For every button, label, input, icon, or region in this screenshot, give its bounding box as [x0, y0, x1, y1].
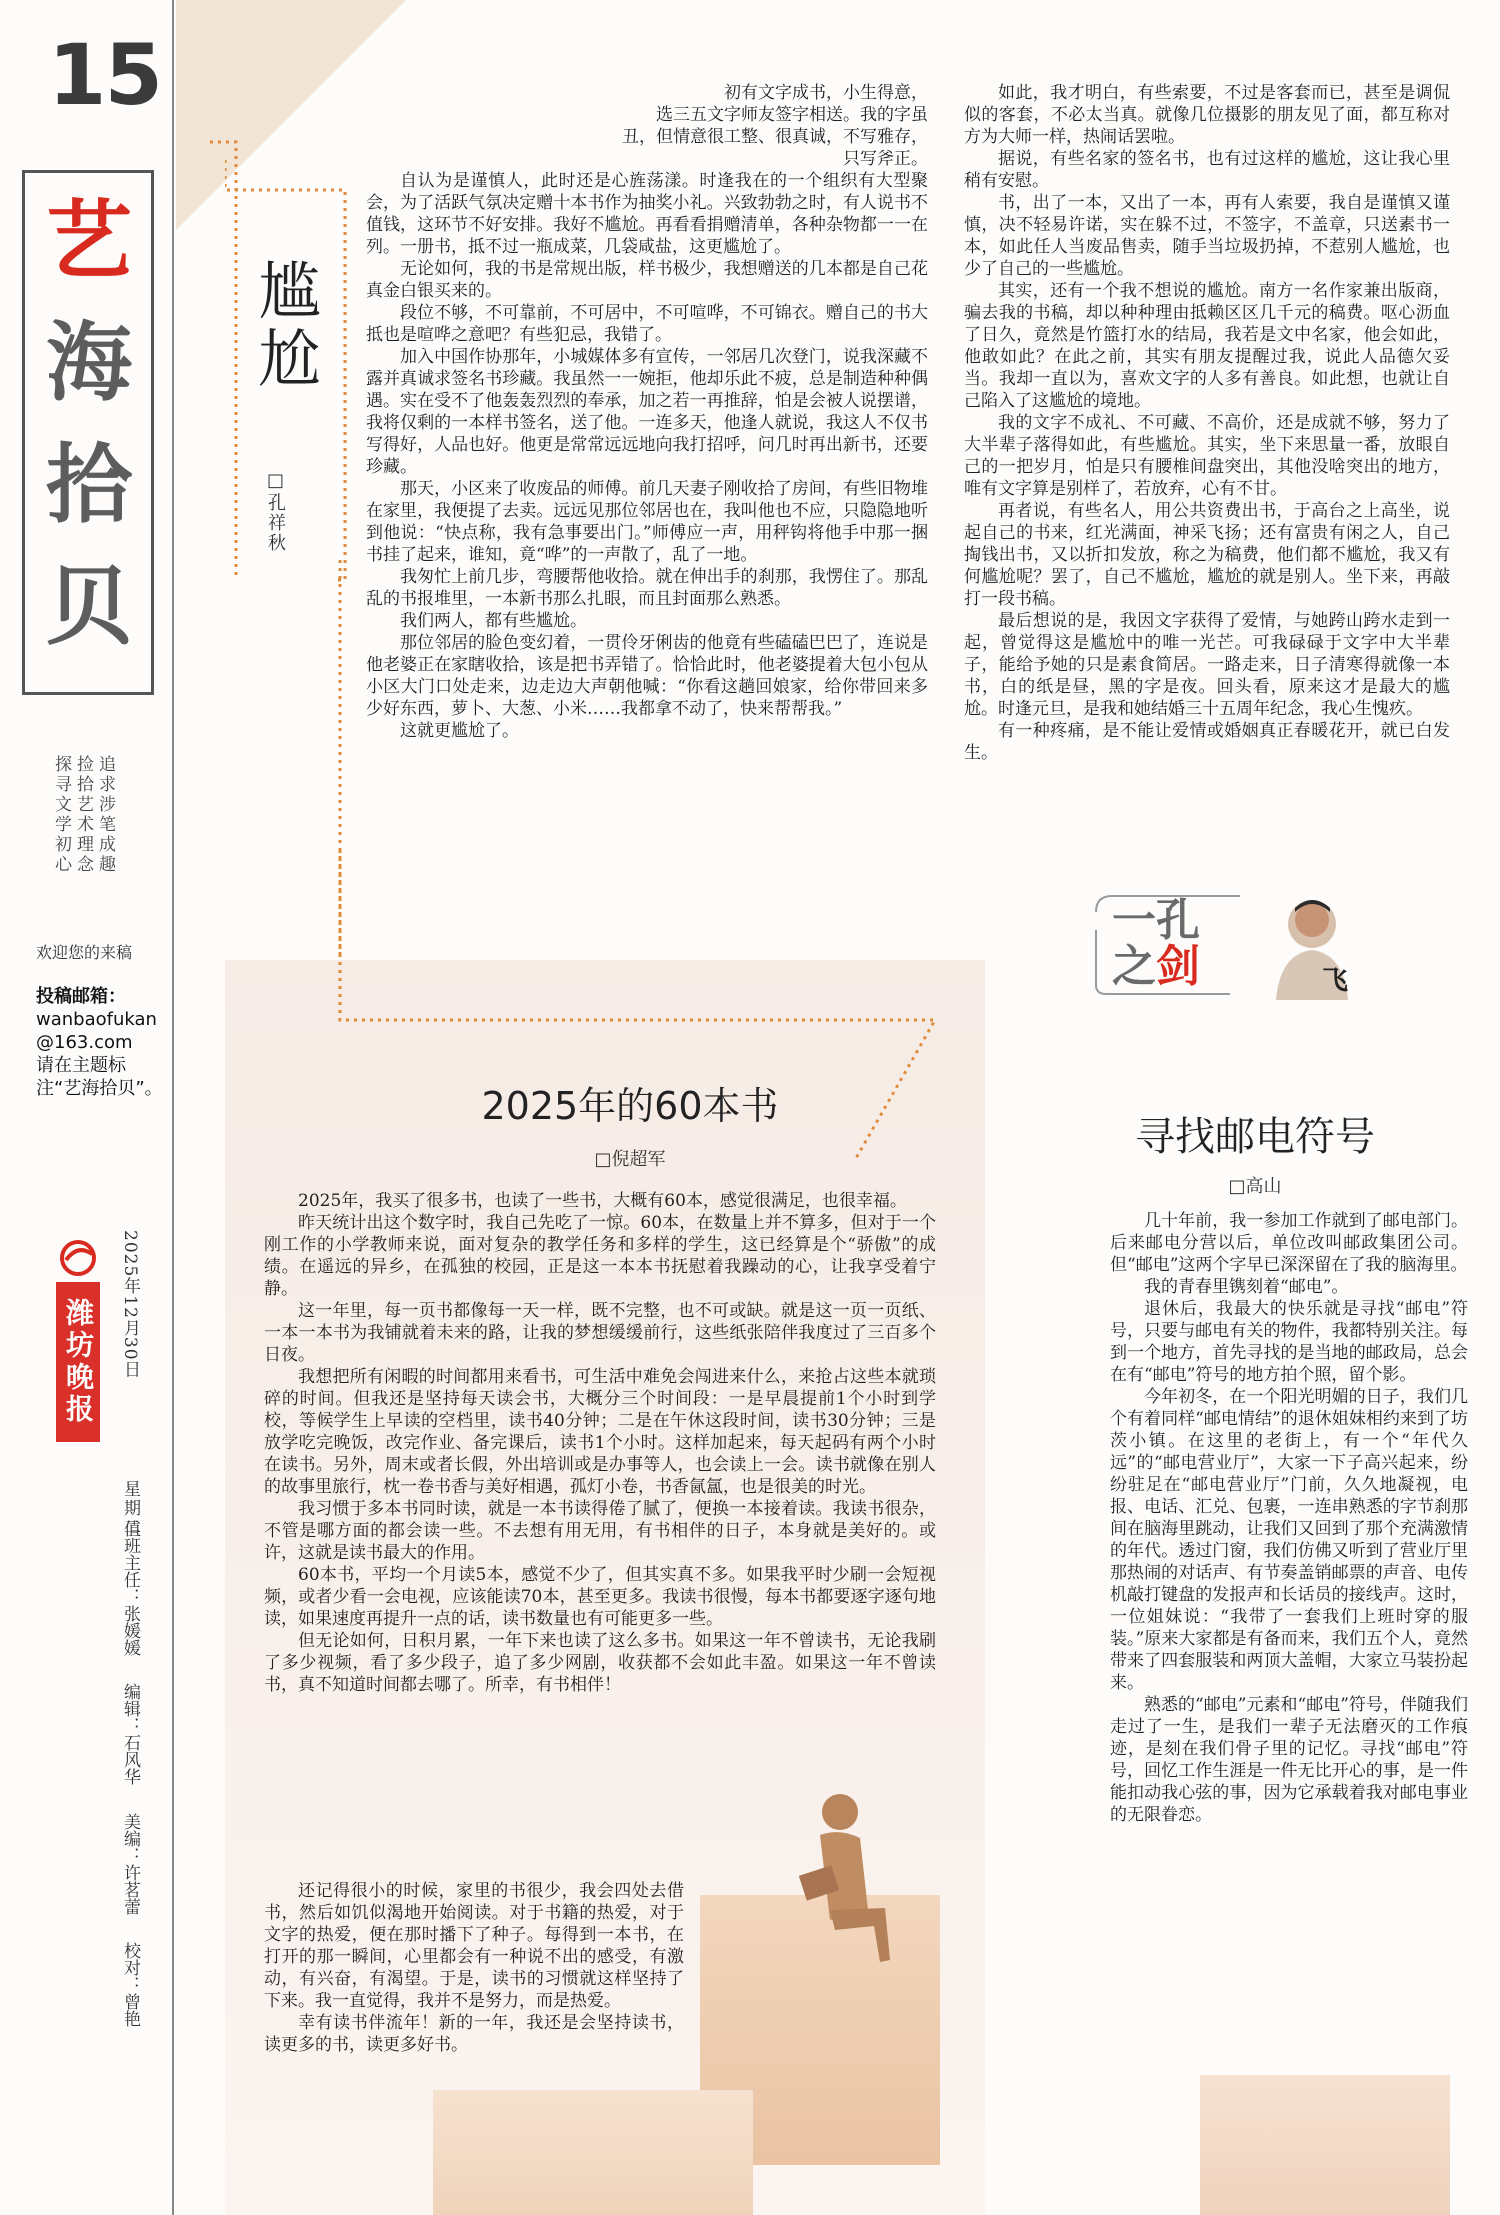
welcome-text: 欢迎您的来稿: [36, 943, 133, 962]
paragraph: 退休后，我最大的快乐就是寻找“邮电”符号，只要与邮电有关的物件，我都特别关注。每到一个地方，首先寻找的是当地的邮政局，总会在有“邮电”符号的地方拍个照，留个影。: [1110, 1299, 1468, 1385]
illustration-block: [1200, 2075, 1450, 2215]
paragraph: 我习惯于多本书同时读，就是一本书读得倦了腻了，便换一本接着读。我读书很杂，不管是哪方面的都会读一些。不去想有用无用，有书相伴的日子，本身就是美好的。或许，这就是读书最大的作用。: [264, 1499, 936, 1563]
reading-figure-illustration: [790, 1790, 900, 2010]
staff-credits: [118, 1520, 142, 2080]
slogan-line: 追求涉笔成趣: [95, 755, 115, 875]
paragraph: 无论如何，我的书是常规出版，样书极少，我想赠送的几本都是自己花真金白银买来的。: [366, 259, 928, 301]
article-author: □高山: [1228, 1176, 1282, 1197]
column-title-char: 艺: [46, 190, 132, 291]
column-slogan: [50, 755, 116, 890]
paragraph: 那位邻居的脸色变幻着，一贯伶牙俐齿的他竟有些磕磕巴巴了，连说是他老婆正在家瞎收拾，该是把书弄错了。恰恰此时，他老婆提着大包小包从小区大门口处走来，边走边大声朝他喊：“你看这趟回娘家，给你带回来多少好东西，萝卜、大葱、小米……我都拿不动了，快来帮帮我。”: [366, 633, 928, 719]
paragraph: 这一年里，每一页书都像每一天一样，既不完整，也不可或缺。就是这一页一页纸、一本一本书为我铺就着未来的路，让我的梦想缓缓前行，这些纸张陪伴我度过了三百多个日夜。: [264, 1301, 936, 1365]
dotted-line-decoration: [208, 140, 238, 580]
column-title-char: 贝: [46, 556, 132, 657]
paragraph: 这就更尴尬了。: [400, 721, 519, 741]
newspaper-name: 潍坊晚报: [56, 1282, 100, 1442]
paragraph: 我的文字不成礼、不可藏、不高价，还是成就不够，努力了大半辈子落得如此，有些尴尬。其实，坐下来思量一番，放眼自己的一把岁月，怕是只有腰椎间盘突出，其他没啥突出的地方，唯有文字算是别样了，若放弃，心有不甘。: [964, 413, 1450, 499]
paragraph: 我们两人，都有些尴尬。: [400, 611, 587, 631]
paragraph: 那天，小区来了收废品的师傅。前几天妻子刚收拾了房间，有些旧物堆在家里，我便提了去卖。远远见那位邻居也在，我叫他也不应，只隐隐地听到他说：“快点称，我有急事要出门。”师傅应一声，用秤钩将他手中那一捆书挂了起来，谁知，竟“哗”的一声散了，乱了一地。: [366, 479, 928, 565]
article-body-continued: [264, 1880, 684, 2056]
paragraph: 我的青春里镌刻着“邮电”。: [1144, 1277, 1349, 1297]
column-badge-text: [1112, 895, 1200, 992]
submission-email-domain[interactable]: @163.com: [36, 1032, 133, 1053]
article-body-continued: [964, 82, 1450, 764]
paragraph: 2025年，我买了很多书，也读了一些书，大概有60本，感觉很满足，也很幸福。: [298, 1191, 907, 1211]
article-title: 尴尬: [248, 258, 321, 394]
article-title: 2025年的60本书: [481, 1084, 779, 1128]
staff-credit: 校对：曾艳: [120, 1942, 140, 2028]
paragraph: 自认为是谨慎人，此时还是心旌荡漾。时逢我在的一个组织有大型聚会，为了活跃气氛决定赠十本书作为抽奖小礼。兴致勃勃之时，有人说书不值钱，这环节不好安排。我好不尴尬。再看看捐赠清单，各种杂物都一一在列。一册书，抵不过一瓶成菜，几袋咸盐，这更尴尬了。: [366, 171, 928, 257]
article-title: 寻找邮电符号: [1135, 1114, 1375, 1160]
paragraph: 最后想说的是，我因文字获得了爱情，与她跨山跨水走到一起，曾觉得这是尴尬中的唯一光芒。可我碌碌于文字中大半辈子，能给予她的只是素食简居。一路走来，日子清寒得就像一本书，白的纸是昼，黑的字是夜。回头看，原来这才是最大的尴尬。时逢元旦，是我和她结婚三十五周年纪念，我心生愧疚。: [964, 611, 1450, 719]
badge-char-highlight: 剑: [1156, 941, 1200, 992]
slogan-line: 探寻文学初心: [51, 755, 71, 875]
paragraph: 还记得很小的时候，家里的书很少，我会四处去借书，然后如饥似渴地开始阅读。对于书籍的热爱，对于文字的热爱，便在那时播下了种子。每得到一本书，在打开的那一瞬间，心里都会有一种说不出的感受，有激动，有兴奋，有渴望。于是，读书的习惯就这样坚持了下来。我一直觉得，我并不是努力，而是热爱。: [264, 1881, 684, 2011]
paragraph: 丑，但情意很工整、很真诚，不写雅存，: [622, 127, 928, 147]
paragraph: 段位不够，不可靠前，不可居中，不可喧哗，不可锦衣。赠自己的书大抵也是喧哗之意吧？有些犯忌，我错了。: [366, 303, 928, 345]
issue-date: 2025年12月30日: [120, 1230, 140, 1379]
column-title: [30, 180, 148, 668]
article-body: [366, 82, 928, 742]
badge-line: 一孔: [1112, 895, 1200, 946]
badge-char: 之: [1112, 941, 1156, 992]
paragraph: 我匆忙上前几步，弯腰帮他收拾。就在伸出手的刹那，我愣住了。那乱乱的书报堆里，一本新书那么扎眼，而且封面那么熟悉。: [366, 567, 928, 609]
sidebar-divider: [172, 0, 174, 2215]
illustration-block: [433, 2090, 753, 2215]
paragraph: 选三五文字师友签字相送。我的字虽: [656, 105, 928, 125]
submission-email[interactable]: wanbaofukan: [36, 1009, 157, 1030]
page-number: 15: [48, 26, 161, 124]
article-body: [1110, 1210, 1468, 1826]
staff-credit: 编辑：石风华: [120, 1683, 140, 1786]
paragraph: 我想把所有闲暇的时间都用来看书，可生活中难免会闯进来什么，来抢占这些本就琐碎的时间。但我还是坚持每天读会书，大概分三个时间段：一是早晨提前1个小时到学校，等候学生上早读的空档里，读书40分钟；二是在午休这段时间，读书30分钟；三是放学吃完晚饭，改完作业、备完课后，读书1个小时。这样加起来，每天起码有两个小时在读书。另外，周末或者长假，外出培训或是办事等人，也会读上一会。读书就像在别人的故事里旅行，枕一卷书香与美好相遇，孤灯小卷，书香氤氲，也是很美的时光。: [264, 1367, 936, 1497]
submission-note: 请在主题标注“艺海拾贝”。: [36, 1055, 163, 1099]
column-title-char: 海: [46, 312, 132, 413]
column-title-char: 拾: [46, 434, 132, 535]
submission-label: 投稿邮箱：: [36, 986, 126, 1007]
paragraph: 昨天统计出这个数字时，我自己先吃了一惊。60本，在数量上并不算多，但对于一个刚工作的小学教师来说，面对复杂的教学任务和多样的学生，这已经算是个“骄傲”的成绩。在遥远的异乡，在孤独的校园，正是这一本本书抚慰着我躁动的心，让我享受着宁静。: [264, 1213, 936, 1299]
paragraph: 如此，我才明白，有些索要，不过是客套而已，甚至是调侃似的客套，不必太当真。就像几位摄影的朋友见了面，都互称对方为大师一样，热闹话罢啦。: [964, 83, 1450, 147]
slogan-line: 捡拾艺术理念: [73, 755, 93, 875]
paragraph: 其实，还有一个我不想说的尴尬。南方一名作家兼出版商，骗去我的书稿，却以种种理由抵赖区区几千元的稿费。呕心沥血了日久，竟然是竹篮打水的结局，我若是文中名家，他会如此，他敢如此？在此之前，其实有朋友提醒过我，说此人品德欠妥当。我却一直以为，喜欢文字的人多有善良。如此想，也就让自己陷入了这尴尬的境地。: [964, 281, 1450, 411]
staff-credit: 美编：许茗蕾: [120, 1812, 140, 1915]
paragraph: 但无论如何，日积月累，一年下来也读了这么多书。如果这一年不曾读书，无论我刷了多少视频，看了多少段子，追了多少网剧，收获都不会如此丰盈。如果这一年不曾读书，真不知道时间都去哪了。所幸，有书相伴！: [264, 1631, 936, 1695]
article-author: □孔祥秋: [265, 470, 286, 553]
badge-signature: 飞: [1322, 966, 1349, 996]
paragraph: 据说，有些名家的签名书，也有过这样的尴尬，这让我心里稍有安慰。: [964, 149, 1450, 191]
paragraph: 只写斧正。: [843, 149, 928, 169]
paragraph: 熟悉的“邮电”元素和“邮电”符号，伴随我们走过了一生，是我们一辈子无法磨灭的工作痕迹，是刻在我们骨子里的记忆。寻找“邮电”符号，回忆工作生涯是一件无比开心的事，是一件能扣动我心弦的事，因为它承载着我对邮电事业的无限眷恋。: [1110, 1695, 1468, 1825]
staff-credit: 值班主任：张媛媛: [120, 1520, 140, 1656]
paragraph: 有一种疼痛，是不能让爱情或婚姻真正春暖花开，就已白发生。: [964, 721, 1450, 763]
article-author: □倪超军: [594, 1149, 666, 1170]
newspaper-logo-icon: [56, 1240, 100, 1276]
paragraph: 幸有读书伴流年！新的一年，我还是会坚持读书，读更多的书，读更多好书。: [264, 2013, 684, 2055]
paragraph: 60本书，平均一个月读5本，感觉不少了，但其实真不多。如果我平时少刷一会短视频，或者少看一会电视，应该能读70本，甚至更多。我读书很慢，每本书都要逐字逐句地读，如果速度再提升一点的话，读书数量也有可能更多一些。: [264, 1565, 936, 1629]
paragraph: 今年初冬，在一个阳光明媚的日子，我们几个有着同样“邮电情结”的退休姐妹相约来到了坊茨小镇。在这里的老街上，有一个“年代久远”的“邮电营业厅”，大家一下子高兴起来，纷纷驻足在“邮电营业厅”门前，久久地凝视，电报、电话、汇兑、包裹，一连串熟悉的字节刹那间在脑海里跳动，让我们又回到了那个充满激情的年代。透过门窗，我们仿佛又听到了营业厅里那热闹的对话声、有节奏盖销邮票的声音、电传机敲打键盘的发报声和长话员的接线声。这时，一位姐妹说：“我带了一套我们上班时穿的服装。”原来大家都是有备而来，我们五个人，竟然带来了四套服装和两顶大盖帽，大家立马装扮起来。: [1110, 1387, 1468, 1693]
paragraph: 书，出了一本，又出了一本，再有人索要，我自是谨慎又谨慎，决不轻易许诺，实在躲不过，不签字，不盖章，只送素书一本，如此任人当废品售卖，随手当垃圾扔掉，不惹别人尴尬，也少了自己的一些尴尬。: [964, 193, 1450, 279]
paragraph: 初有文字成书，小生得意，: [724, 83, 928, 103]
paragraph: 再者说，有些名人，用公共资费出书，于高台之上高坐，说起自己的书来，红光满面，神采飞扬；还有富贵有闲之人，自己掏钱出书，又以折扣发放，称之为稿费，他们都不尴尬，我又有何尴尬呢？罢了，自己不尴尬，尴尬的就是别人。坐下来，再敲打一段书稿。: [964, 501, 1450, 609]
issue-weekday: 星期二: [120, 1480, 140, 1537]
paragraph: 加入中国作协那年，小城媒体多有宣传，一邻居几次登门，说我深藏不露并真诚求签名书珍藏。我虽然一一婉拒，他却乐此不疲，总是制造种种偶遇。实在受不了他轰轰烈烈的奉承，加之若一再推辞，怕是会被人说摆谱，我将仅剩的一本样书签名，送了他。一连多天，他逢人就说，我这人不仅书写得好，人品也好。他更是常常远远地向我打招呼，问几时再出新书，还要珍藏。: [366, 347, 928, 477]
paragraph: 几十年前，我一参加工作就到了邮电部门。后来邮电分营以后，单位改叫邮政集团公司。但“邮电”这两个字早已深深留在了我的脑海里。: [1110, 1211, 1468, 1275]
article-body: [264, 1190, 936, 1696]
submission-info: [36, 985, 166, 1100]
